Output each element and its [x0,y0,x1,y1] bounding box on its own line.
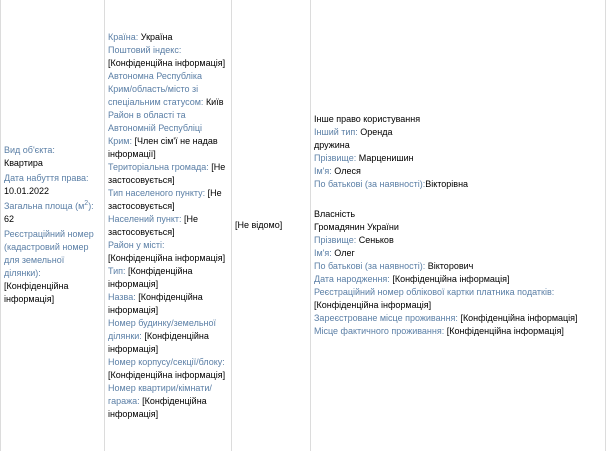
tax-number-label: Реєстраційний номер облікової картки платника податків: [314,287,555,297]
community-value: [Не застосовується] [108,161,226,185]
settlement-value: [Не застосовується] [108,213,199,237]
other-type-label: Інший тип: [314,127,358,137]
country-label: Країна: [108,31,139,42]
region-label: Автономна Республіка Крим/область/місто зі спеціальним статусом: [108,70,204,107]
citizenship-value: Громадянин України [314,222,399,232]
patronymic-value: Вікторівна [425,179,469,189]
object-type-label: Вид об'єкта: [4,144,55,155]
right-entry-ownership [314,208,602,338]
area-value: 62 [4,213,15,224]
apartment-number-value: [Конфіденційна інформація] [108,395,207,419]
address-cell [105,0,232,451]
patronymic-value: Вікторович [427,261,474,271]
right-entry-other-use [314,113,602,191]
other-type-value: Оренда [360,127,393,137]
acquisition-date-value: 10.01.2022 [4,185,50,196]
actual-residence-label: Місце фактичного проживання: [314,326,445,336]
name-label: Ім'я: [314,166,332,176]
street-name-label: Назва: [108,291,136,302]
actual-residence-value: [Конфіденційна інформація] [446,326,564,336]
birth-date-label: Дата народження: [314,274,390,284]
street-type-value: [Конфіденційна інформація] [108,265,193,289]
area-label: Загальна площа $(м^2)$: [4,199,94,211]
building-number-label: Номер будинку/земельної ділянки: [108,317,216,341]
right-title: Власність [314,209,356,219]
object-type-value: Квартира [4,157,43,168]
surname-value: Марценишин [358,153,414,163]
city-district-value: [Конфіденційна інформація] [108,252,226,263]
street-name-value: [Конфіденційна інформація] [108,291,203,315]
settlement-type-label: Тип населеного пункту: [108,187,206,198]
right-title: Інше право користування [314,114,421,124]
community-label: Територіальна громада: [108,161,209,172]
tax-number-value: [Конфіденційна інформація] [314,300,432,310]
block-number-value: [Конфіденційна інформація] [108,369,226,380]
cadastral-number-label: Реєстраційний номер (кадастровий номер для земельної ділянки): [4,228,94,278]
region-value: Київ [205,96,224,107]
name-value: Олег [334,248,355,258]
registered-residence-label: Зареєстроване місце проживання: [314,313,458,323]
name-label: Ім'я: [314,248,332,258]
patronymic-label: По батькові (за наявності): [314,179,426,189]
apartment-number-label: Номер квартири/кімнати/гаража: [108,382,212,406]
cadastral-number-value: [Конфіденційна інформація] [4,280,69,304]
object-value: [Не відомо] [235,220,283,230]
block-number-label: Номер корпусу/секції/блоку: [108,356,225,367]
name-value: Олеся [334,166,361,176]
building-number-value: [Конфіденційна інформація] [108,330,209,354]
district-label: Район в області та Автономній Республіці Крим: [108,109,203,146]
street-type-label: Тип: [108,265,126,276]
settlement-label: Населений пункт: [108,213,182,224]
table-row [1,0,606,451]
city-district-label: Район у місті: [108,239,165,250]
district-value: [Член сім'ї не надав інформації] [108,135,218,159]
acquisition-date-label: Дата набуття права: [4,172,89,183]
surname-label: Прізвище: [314,153,357,163]
patronymic-label: По батькові (за наявності): [314,261,426,271]
country-value: Україна [140,31,173,42]
postal-code-value: [Конфіденційна інформація] [108,57,226,68]
value-cell [232,0,311,451]
postal-code-label: Поштовий індекс: [108,44,182,55]
surname-label: Прізвище: [314,235,357,245]
surname-value: Сеньков [358,235,394,245]
object-info-cell [1,0,105,451]
birth-date-value: [Конфіденційна інформація] [392,274,510,284]
settlement-type-value: [Не застосовується] [108,187,222,211]
relation-value: дружина [314,140,350,150]
rights-cell [311,0,606,451]
registered-residence-value: [Конфіденційна інформація] [460,313,578,323]
